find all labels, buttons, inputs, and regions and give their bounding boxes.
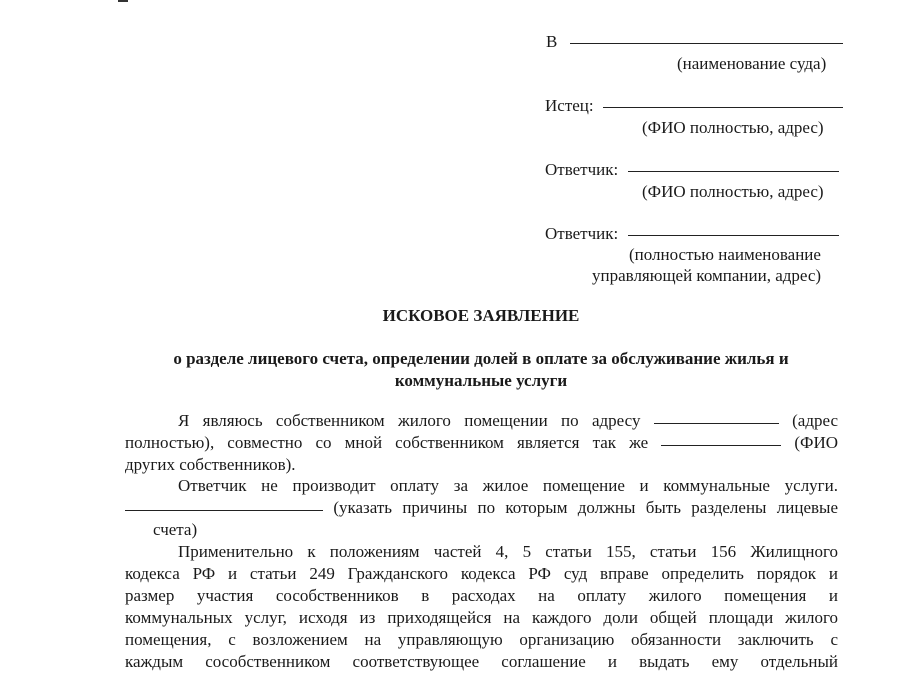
p3-line4: коммунальных услуг, исходя из приходящейся на каждого доли общей площади жилого — [125, 608, 838, 627]
court-blank — [570, 42, 843, 44]
document-title: ИСКОВОЕ ЗАЯВЛЕНИЕ — [382, 306, 580, 325]
plaintiff-caption: (ФИО полностью, адрес) — [642, 118, 824, 137]
p3-line2: кодекса РФ и статьи 249 Гражданского кодекса РФ суд вправе определить порядок и — [125, 564, 838, 583]
p3-line6: каждым сособственником соответствующее соглашение и выдать ему отдельный — [125, 652, 838, 671]
defendant1-label: Ответчик: — [545, 160, 619, 179]
p2-text-b: (указать причины по которым должны быть разделены лицевые — [333, 498, 839, 517]
defendant2-caption-line2: управляющей компании, адрес) — [592, 266, 822, 285]
p1-line3: других собственников). — [125, 455, 296, 474]
plaintiff-label: Истец: — [545, 96, 594, 115]
reason-blank — [125, 510, 323, 511]
p2-line2 — [125, 497, 838, 520]
address-blank — [654, 423, 779, 424]
defendant2-label: Ответчик: — [545, 224, 619, 243]
defendant2-line — [545, 224, 839, 244]
court-line — [546, 32, 843, 52]
p2-line3: счета) — [153, 520, 198, 539]
p1-line1 — [125, 410, 838, 433]
court-prefix: В — [546, 32, 558, 51]
p3-line1: Применительно к положениям частей 4, 5 статьи 155, статьи 156 Жилищного — [178, 542, 838, 561]
defendant2-caption-line1: (полностью наименование — [629, 245, 821, 264]
owners-blank — [661, 445, 781, 446]
p2-line1: Ответчик не производит оплату за жилое помещение и коммунальные услуги. — [178, 476, 838, 495]
plaintiff-blank — [603, 106, 843, 108]
p1-text-b: (адрес — [792, 411, 838, 430]
court-caption: (наименование суда) — [677, 54, 827, 73]
p1-text-a: Я являюсь собственником жилого помещении по адресу — [178, 411, 641, 430]
defendant1-line — [545, 160, 839, 180]
defendant1-blank — [628, 170, 839, 172]
document-subtitle-line2: коммунальные услуги — [394, 371, 568, 390]
p3-line5: помещения, с возложением на управляющую организацию обязанности заключить с — [125, 630, 838, 649]
defendant1-caption: (ФИО полностью, адрес) — [642, 182, 824, 201]
p1-line2 — [125, 432, 838, 455]
defendant2-blank — [628, 234, 839, 236]
page-top-mark — [118, 0, 128, 2]
p3-line3: размер участия сособственников в расходах на оплату жилого помещения и — [125, 586, 838, 605]
document-subtitle-line1: о разделе лицевого счета, определении долей в оплате за обслуживание жилья и — [173, 349, 789, 368]
plaintiff-line — [545, 96, 843, 116]
p1-text-d: (ФИО — [794, 433, 839, 452]
p1-text-c: полностью), совместно со мной собственником является так же — [125, 433, 649, 452]
